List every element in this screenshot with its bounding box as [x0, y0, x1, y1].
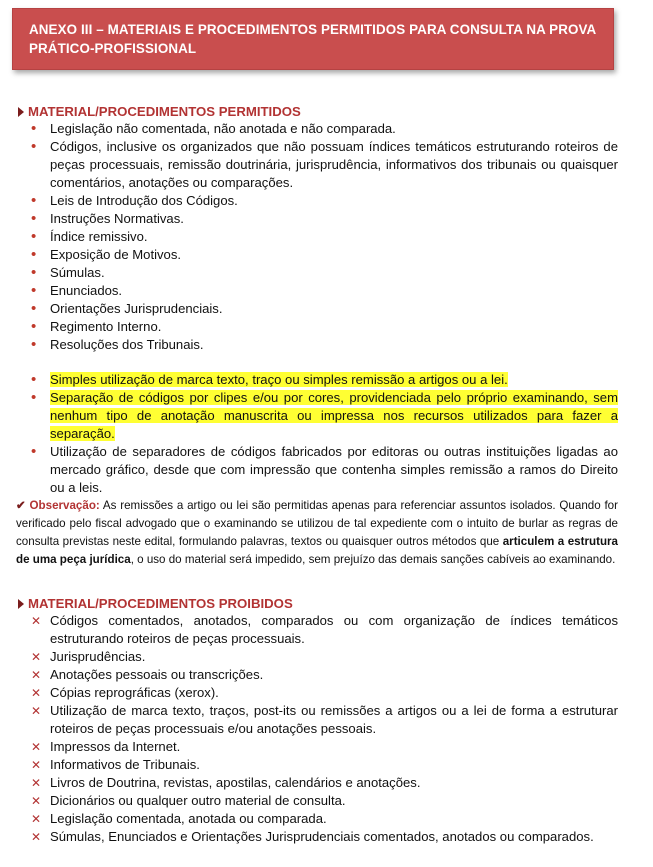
list-item: [50, 702, 618, 738]
permitted-section-title: [18, 103, 301, 120]
item-text: Utilização de separadores de códigos fabricados por editoras ou outras instituições ligadas ao mercado gráfico, desde que com impressão que contenha simples remissão a ramos do Direito ou a leis.: [50, 444, 618, 495]
observation-note: [16, 497, 618, 569]
annex-title-line1: ANEXO III – MATERIAIS E PROCEDIMENTOS PERMITIDOS PARA CONSULTA NA PROVA: [29, 22, 597, 37]
list-item: [50, 282, 618, 300]
permitted-procedures-list: [0, 371, 653, 497]
item-text: Jurisprudências.: [50, 649, 146, 664]
list-item: [50, 684, 618, 702]
annex-title-line2: PRÁTICO-PROFISSIONAL: [29, 41, 197, 56]
item-text: Súmulas, Enunciados e Orientações Jurisprudenciais comentados, anotados ou comparados.: [50, 829, 594, 844]
list-item: [50, 443, 618, 497]
list-item: [50, 774, 618, 792]
list-item-highlighted: [50, 371, 618, 389]
list-item: [50, 792, 618, 810]
item-text: Impressos da Internet.: [50, 739, 181, 754]
cross-icon: [31, 792, 43, 810]
highlighted-text: Separação de códigos por clipes e/ou por cores, providenciada pelo próprio examinando, sem nenhum tipo de anotação manuscrita ou impressa nos recursos utilizados para fazer a separação.: [50, 390, 618, 441]
item-text: Exposição de Motivos.: [50, 247, 182, 262]
observation-text-end: , o uso do material será impedido, sem prejuízo das demais sanções cabíveis ao examinando.: [130, 553, 616, 566]
permitted-title-text: MATERIAL/PROCEDIMENTOS PERMITIDOS: [28, 104, 301, 119]
bullet-icon: [31, 210, 43, 228]
list-item: [50, 264, 618, 282]
item-text: Leis de Introdução dos Códigos.: [50, 193, 238, 208]
list-item: [50, 246, 618, 264]
item-text: Livros de Doutrina, revistas, apostilas, calendários e anotações.: [50, 775, 421, 790]
bullet-icon: [31, 443, 43, 461]
list-item: [50, 828, 618, 846]
list-item: [50, 336, 618, 354]
list-item-highlighted: [50, 389, 618, 443]
item-text: Dicionários ou qualquer outro material de consulta.: [50, 793, 346, 808]
cross-icon: [31, 648, 43, 666]
list-item: [50, 648, 618, 666]
checkmark-icon: ✔: [16, 499, 26, 512]
list-item: [50, 138, 618, 192]
observation-text: As remissões a artigo ou lei são permitidas apenas para referenciar assuntos isolados. Quando for verificado pelo fiscal advogado que o examinando se utilizou de tal expediente com o intuito de burlar as regras de consulta previstas neste edital, formulando palavras, textos ou quaisquer outros métodos que: [16, 499, 618, 548]
bullet-icon: [31, 120, 43, 138]
bullet-icon: [31, 228, 43, 246]
item-text: Cópias reprográficas (xerox).: [50, 685, 219, 700]
cross-icon: [31, 810, 43, 828]
item-text: Regimento Interno.: [50, 319, 162, 334]
list-item: [50, 228, 618, 246]
triangle-bullet-icon: [18, 599, 24, 609]
list-item: [50, 756, 618, 774]
list-item: [50, 318, 618, 336]
bullet-icon: [31, 318, 43, 336]
bullet-icon: [31, 336, 43, 354]
cross-icon: [31, 612, 43, 630]
bullet-icon: [31, 300, 43, 318]
cross-icon: [31, 666, 43, 684]
bullet-icon: [31, 282, 43, 300]
list-item: [50, 612, 618, 648]
item-text: Informativos de Tribunais.: [50, 757, 200, 772]
list-item: [50, 810, 618, 828]
list-item: [50, 120, 618, 138]
cross-icon: [31, 738, 43, 756]
item-text: Legislação não comentada, não anotada e não comparada.: [50, 121, 396, 136]
observation-bold-text: articulem a estrutura de uma peça jurídica: [16, 535, 618, 566]
cross-icon: [31, 828, 43, 846]
prohibited-title-text: MATERIAL/PROCEDIMENTOS PROIBIDOS: [28, 596, 293, 611]
cross-icon: [31, 684, 43, 702]
item-text: Índice remissivo.: [50, 229, 148, 244]
item-text: Orientações Jurisprudenciais.: [50, 301, 223, 316]
item-text: Instruções Normativas.: [50, 211, 184, 226]
item-text: Anotações pessoais ou transcrições.: [50, 667, 264, 682]
item-text: Enunciados.: [50, 283, 123, 298]
cross-icon: [31, 756, 43, 774]
item-text: Legislação comentada, anotada ou comparada.: [50, 811, 327, 826]
bullet-icon: [31, 389, 43, 407]
item-text: Códigos, inclusive os organizados que não possuam índices temáticos estruturando roteiros de peças processuais, remissão doutrinária, jurisprudência, informativos dos tribunais ou quaisquer comentários, anotações ou comparações.: [50, 139, 618, 190]
annex-title-banner: [12, 8, 614, 70]
list-item: [50, 192, 618, 210]
highlighted-text: Simples utilização de marca texto, traço ou simples remissão a artigos ou a lei.: [50, 372, 508, 387]
list-item: [50, 300, 618, 318]
prohibited-section-title: [18, 595, 293, 612]
bullet-icon: [31, 246, 43, 264]
bullet-icon: [31, 192, 43, 210]
bullet-icon: [31, 264, 43, 282]
cross-icon: [31, 774, 43, 792]
observation-label: Observação:: [29, 499, 100, 512]
item-text: Códigos comentados, anotados, comparados ou com organização de índices temáticos estruturando roteiros de peças processuais.: [50, 613, 618, 646]
triangle-bullet-icon: [18, 107, 24, 117]
item-text: Súmulas.: [50, 265, 105, 280]
bullet-icon: [31, 138, 43, 156]
list-item: [50, 738, 618, 756]
cross-icon: [31, 702, 43, 720]
list-item: [50, 666, 618, 684]
item-text: Resoluções dos Tribunais.: [50, 337, 204, 352]
list-item: [50, 210, 618, 228]
item-text: Utilização de marca texto, traços, post-its ou remissões a artigos ou a lei de forma a estruturar roteiros de peças processuais e/ou anotações pessoais.: [50, 703, 618, 736]
permitted-list: [0, 120, 653, 354]
bullet-icon: [31, 371, 43, 389]
annex-title: [29, 20, 599, 58]
prohibited-list: [0, 612, 653, 846]
